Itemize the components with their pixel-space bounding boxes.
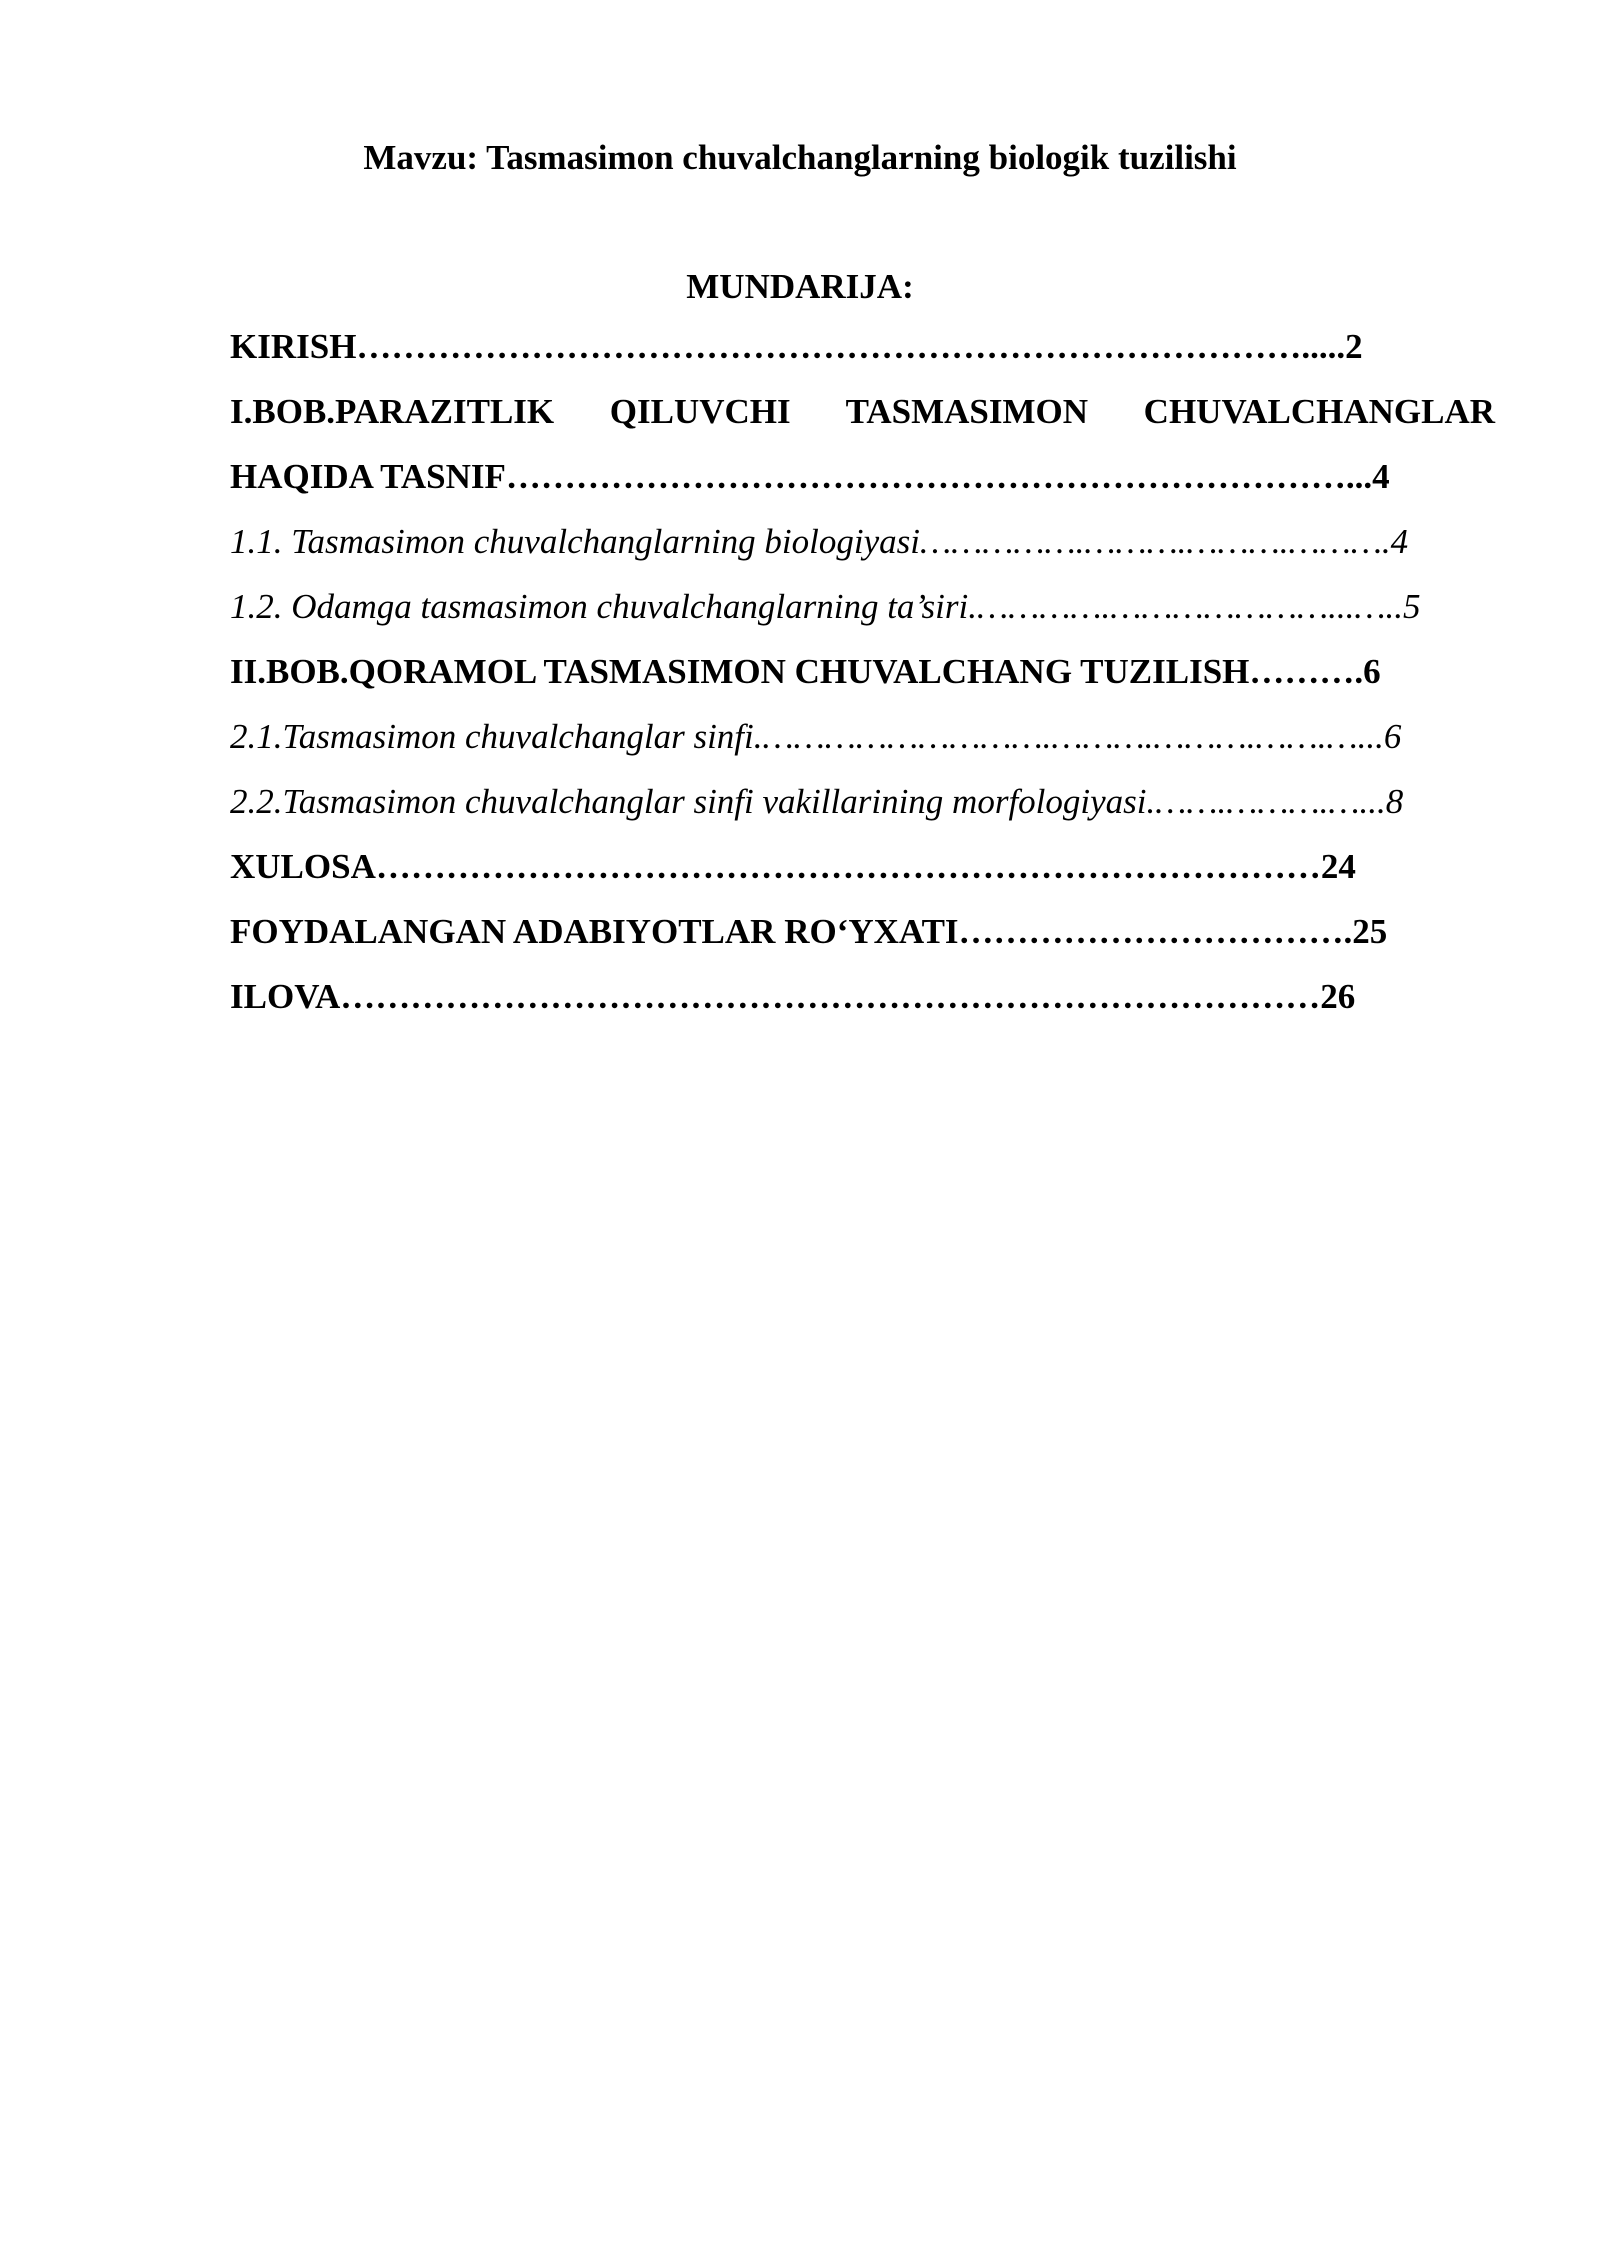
toc-entry-ilova: ILOVA…………………………………………………………………………26 xyxy=(230,977,1356,1016)
toc-entry-1-2: 1.2. Odamga tasmasimon chuvalchanglarning ta’siri.………….…………………...…..5 xyxy=(230,587,1421,626)
toc-entry-xulosa: XULOSA………………………………………………………………………24 xyxy=(230,847,1356,886)
toc-entry-chapter-1-line-1: I.BOB.PARAZITLIK QILUVCHI TASMASIMON CHUVALCHANGLAR xyxy=(230,392,1495,431)
toc-entry-chapter-2: II.BOB.QORAMOL TASMASIMON CHUVALCHANG TUZILISH……….6 xyxy=(230,652,1381,691)
toc-entry-chapter-1-line-2: HAQIDA TASNIF………………………………………………………………...4 xyxy=(230,457,1390,496)
toc-entry-references: FOYDALANGAN ADABIYOTLAR RO‘YXATI…………………………….25 xyxy=(230,912,1388,951)
document-topic: Mavzu: Tasmasimon chuvalchanglarning biologik tuzilishi xyxy=(363,138,1237,177)
toc-entry-1-1: 1.1. Tasmasimon chuvalchanglarning biologiyasi…………….……….……….……….4 xyxy=(230,522,1409,561)
toc-entry-kirish: KIRISH……………………………………………………………………….....2 xyxy=(230,327,1363,366)
toc-entry-2-1: 2.1.Tasmasimon chuvalchanglar sinfi.……………………….……….……….…….…...6 xyxy=(230,717,1402,756)
toc-heading: MUNDARIJA: xyxy=(686,267,914,306)
toc-entry-2-2: 2.2.Tasmasimon chuvalchanglar sinfi vakillarining morfologiyasi.…….……….…...8 xyxy=(230,782,1404,821)
